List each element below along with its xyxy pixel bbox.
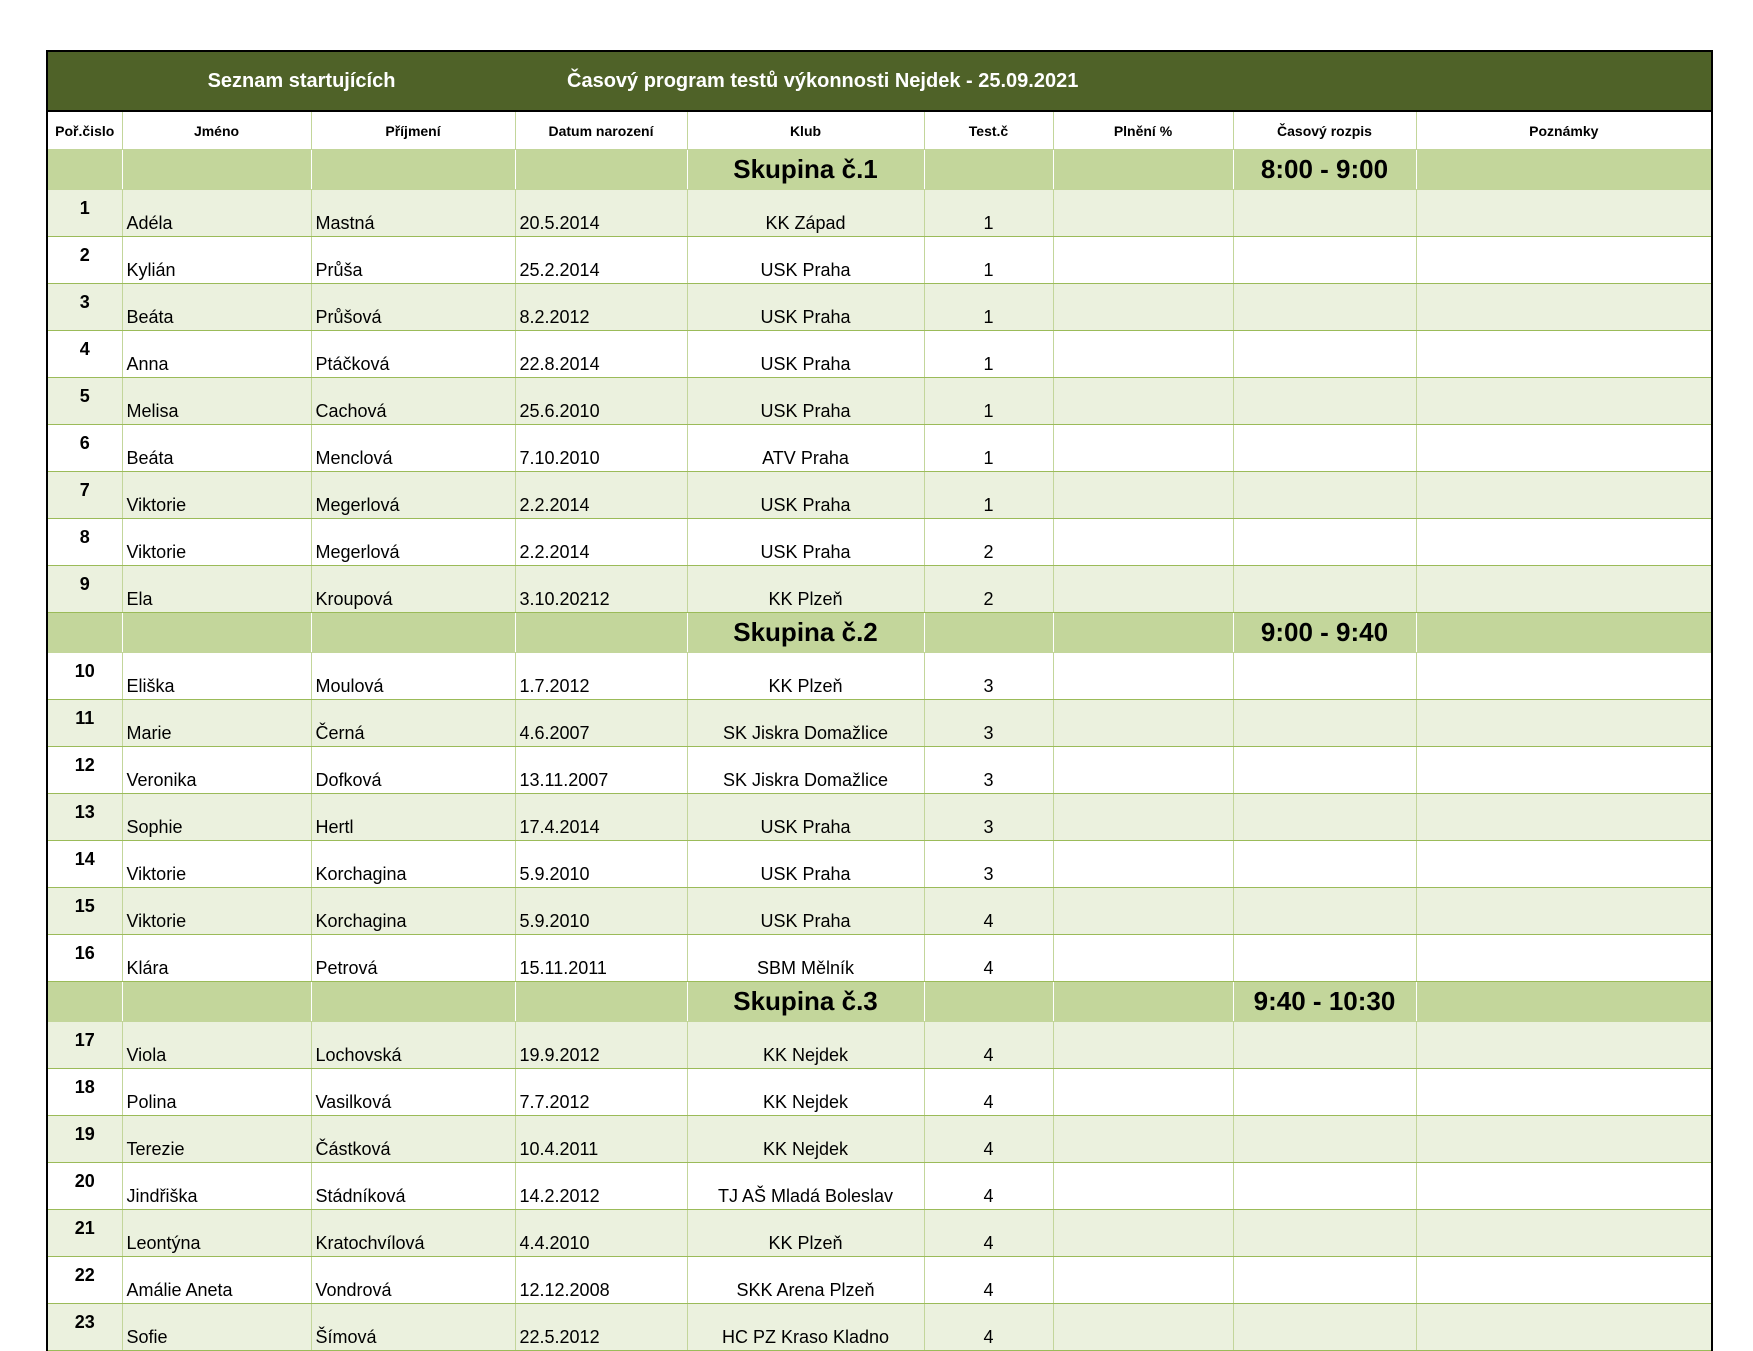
order-number: 20 <box>47 1163 122 1210</box>
last-name: Moulová <box>311 653 515 700</box>
col-header-fulfillment: Plnění % <box>1053 111 1233 150</box>
table-row <box>47 1257 1712 1304</box>
group-empty-cell <box>515 613 687 653</box>
schedule-cell[interactable] <box>1233 1304 1416 1351</box>
notes-cell[interactable] <box>1416 888 1712 935</box>
table-row <box>47 1163 1712 1210</box>
test-number: 1 <box>924 237 1053 284</box>
schedule-cell[interactable] <box>1233 1116 1416 1163</box>
group-empty-cell <box>47 150 122 190</box>
last-name: Kroupová <box>311 566 515 613</box>
birth-date: 25.2.2014 <box>515 237 687 284</box>
test-number: 4 <box>924 1210 1053 1257</box>
first-name: Terezie <box>122 1116 311 1163</box>
club: SKK Arena Plzeň <box>687 1257 924 1304</box>
notes-cell[interactable] <box>1416 1257 1712 1304</box>
notes-cell[interactable] <box>1416 1163 1712 1210</box>
group-header-row <box>47 982 1712 1022</box>
col-header-order: Poř.čislo <box>47 111 122 150</box>
table-row <box>47 1304 1712 1351</box>
test-number: 3 <box>924 747 1053 794</box>
last-name: Průšová <box>311 284 515 331</box>
title-bar <box>47 51 1712 111</box>
fulfillment-cell[interactable] <box>1053 1304 1233 1351</box>
club: USK Praha <box>687 284 924 331</box>
last-name: Vondrová <box>311 1257 515 1304</box>
fulfillment-cell[interactable] <box>1053 1116 1233 1163</box>
notes-cell[interactable] <box>1416 1210 1712 1257</box>
notes-cell[interactable] <box>1416 237 1712 284</box>
notes-cell[interactable] <box>1416 700 1712 747</box>
birth-date: 2.2.2014 <box>515 472 687 519</box>
group-name: Skupina č.1 <box>687 150 924 190</box>
notes-cell[interactable] <box>1416 190 1712 237</box>
birth-date: 5.9.2010 <box>515 841 687 888</box>
test-number: 1 <box>924 284 1053 331</box>
club: KK Plzeň <box>687 566 924 613</box>
table-row <box>47 284 1712 331</box>
notes-cell[interactable] <box>1416 1069 1712 1116</box>
table-row <box>47 1210 1712 1257</box>
test-number: 3 <box>924 841 1053 888</box>
order-number: 23 <box>47 1304 122 1351</box>
fulfillment-cell[interactable] <box>1053 566 1233 613</box>
first-name: Viktorie <box>122 519 311 566</box>
club: USK Praha <box>687 841 924 888</box>
table-row <box>47 425 1712 472</box>
notes-cell[interactable] <box>1416 841 1712 888</box>
schedule-cell[interactable] <box>1233 935 1416 982</box>
first-name: Amálie Aneta <box>122 1257 311 1304</box>
schedule-cell[interactable] <box>1233 653 1416 700</box>
birth-date: 2.2.2014 <box>515 519 687 566</box>
list-title: Seznam startujících <box>47 51 515 111</box>
test-number: 4 <box>924 888 1053 935</box>
first-name: Beáta <box>122 425 311 472</box>
birth-date: 3.10.20212 <box>515 566 687 613</box>
first-name: Melisa <box>122 378 311 425</box>
col-header-first-name: Jméno <box>122 111 311 150</box>
group-empty-cell <box>311 613 515 653</box>
group-empty-cell <box>1053 613 1233 653</box>
order-number: 2 <box>47 237 122 284</box>
col-header-notes: Poznámky <box>1416 111 1712 150</box>
schedule-cell[interactable] <box>1233 700 1416 747</box>
group-empty-cell <box>311 982 515 1022</box>
table-row <box>47 1069 1712 1116</box>
last-name: Korchagina <box>311 841 515 888</box>
test-number: 3 <box>924 653 1053 700</box>
table-row <box>47 888 1712 935</box>
order-number: 19 <box>47 1116 122 1163</box>
notes-cell[interactable] <box>1416 331 1712 378</box>
schedule-cell[interactable] <box>1233 1257 1416 1304</box>
order-number: 21 <box>47 1210 122 1257</box>
first-name: Ela <box>122 566 311 613</box>
col-header-schedule: Časový rozpis <box>1233 111 1416 150</box>
first-name: Polina <box>122 1069 311 1116</box>
first-name: Sofie <box>122 1304 311 1351</box>
schedule-cell[interactable] <box>1233 1022 1416 1069</box>
group-empty-cell <box>1416 150 1712 190</box>
group-empty-cell <box>122 150 311 190</box>
group-header-row <box>47 613 1712 653</box>
club: SBM Mělník <box>687 935 924 982</box>
table-row <box>47 237 1712 284</box>
group-time: 8:00 - 9:00 <box>1233 150 1416 190</box>
first-name: Leontýna <box>122 1210 311 1257</box>
group-empty-cell <box>515 982 687 1022</box>
test-number: 4 <box>924 1022 1053 1069</box>
order-number: 18 <box>47 1069 122 1116</box>
fulfillment-cell[interactable] <box>1053 331 1233 378</box>
order-number: 12 <box>47 747 122 794</box>
group-empty-cell <box>1416 982 1712 1022</box>
last-name: Vasilková <box>311 1069 515 1116</box>
table-row <box>47 331 1712 378</box>
test-number: 1 <box>924 190 1053 237</box>
fulfillment-cell[interactable] <box>1053 700 1233 747</box>
birth-date: 1.7.2012 <box>515 653 687 700</box>
test-number: 1 <box>924 472 1053 519</box>
birth-date: 25.6.2010 <box>515 378 687 425</box>
fulfillment-cell[interactable] <box>1053 888 1233 935</box>
group-empty-cell <box>311 150 515 190</box>
group-empty-cell <box>47 613 122 653</box>
table-row <box>47 519 1712 566</box>
birth-date: 4.6.2007 <box>515 700 687 747</box>
birth-date: 8.2.2012 <box>515 284 687 331</box>
group-time: 9:40 - 10:30 <box>1233 982 1416 1022</box>
schedule-cell[interactable] <box>1233 519 1416 566</box>
group-empty-cell <box>924 150 1053 190</box>
fulfillment-cell[interactable] <box>1053 1257 1233 1304</box>
birth-date: 17.4.2014 <box>515 794 687 841</box>
club: SK Jiskra Domažlice <box>687 747 924 794</box>
notes-cell[interactable] <box>1416 794 1712 841</box>
first-name: Viktorie <box>122 472 311 519</box>
club: KK Plzeň <box>687 1210 924 1257</box>
last-name: Hertl <box>311 794 515 841</box>
birth-date: 22.8.2014 <box>515 331 687 378</box>
notes-cell[interactable] <box>1416 566 1712 613</box>
club: HC PZ Kraso Kladno <box>687 1304 924 1351</box>
notes-cell[interactable] <box>1416 378 1712 425</box>
club: SK Jiskra Domažlice <box>687 700 924 747</box>
first-name: Viola <box>122 1022 311 1069</box>
test-number: 1 <box>924 378 1053 425</box>
group-empty-cell <box>122 982 311 1022</box>
first-name: Kylián <box>122 237 311 284</box>
group-empty-cell <box>924 982 1053 1022</box>
last-name: Megerlová <box>311 519 515 566</box>
birth-date: 20.5.2014 <box>515 190 687 237</box>
schedule-cell[interactable] <box>1233 1069 1416 1116</box>
group-empty-cell <box>1053 982 1233 1022</box>
schedule-cell[interactable] <box>1233 1163 1416 1210</box>
schedule-cell[interactable] <box>1233 794 1416 841</box>
last-name: Korchagina <box>311 888 515 935</box>
fulfillment-cell[interactable] <box>1053 794 1233 841</box>
birth-date: 15.11.2011 <box>515 935 687 982</box>
birth-date: 22.5.2012 <box>515 1304 687 1351</box>
last-name: Kratochvílová <box>311 1210 515 1257</box>
club: ATV Praha <box>687 425 924 472</box>
group-empty-cell <box>515 150 687 190</box>
notes-cell[interactable] <box>1416 1022 1712 1069</box>
fulfillment-cell[interactable] <box>1053 1163 1233 1210</box>
order-number: 14 <box>47 841 122 888</box>
last-name: Lochovská <box>311 1022 515 1069</box>
club: KK Nejdek <box>687 1116 924 1163</box>
birth-date: 19.9.2012 <box>515 1022 687 1069</box>
notes-cell[interactable] <box>1416 1116 1712 1163</box>
table-row <box>47 378 1712 425</box>
table-row <box>47 747 1712 794</box>
club: USK Praha <box>687 331 924 378</box>
fulfillment-cell[interactable] <box>1053 841 1233 888</box>
schedule-cell[interactable] <box>1233 1210 1416 1257</box>
first-name: Anna <box>122 331 311 378</box>
last-name: Petrová <box>311 935 515 982</box>
schedule-cell[interactable] <box>1233 566 1416 613</box>
schedule-cell[interactable] <box>1233 284 1416 331</box>
group-empty-cell <box>122 613 311 653</box>
order-number: 17 <box>47 1022 122 1069</box>
col-header-club: Klub <box>687 111 924 150</box>
test-number: 4 <box>924 1116 1053 1163</box>
fulfillment-cell[interactable] <box>1053 935 1233 982</box>
table-row <box>47 653 1712 700</box>
order-number: 16 <box>47 935 122 982</box>
notes-cell[interactable] <box>1416 425 1712 472</box>
notes-cell[interactable] <box>1416 519 1712 566</box>
club: USK Praha <box>687 472 924 519</box>
test-number: 1 <box>924 425 1053 472</box>
birth-date: 5.9.2010 <box>515 888 687 935</box>
first-name: Sophie <box>122 794 311 841</box>
last-name: Cachová <box>311 378 515 425</box>
notes-cell[interactable] <box>1416 747 1712 794</box>
last-name: Mastná <box>311 190 515 237</box>
last-name: Megerlová <box>311 472 515 519</box>
order-number: 9 <box>47 566 122 613</box>
club: KK Nejdek <box>687 1069 924 1116</box>
club: USK Praha <box>687 519 924 566</box>
group-time: 9:00 - 9:40 <box>1233 613 1416 653</box>
last-name: Částková <box>311 1116 515 1163</box>
notes-cell[interactable] <box>1416 935 1712 982</box>
birth-date: 7.10.2010 <box>515 425 687 472</box>
birth-date: 10.4.2011 <box>515 1116 687 1163</box>
schedule-cell[interactable] <box>1233 888 1416 935</box>
schedule-cell[interactable] <box>1233 190 1416 237</box>
first-name: Marie <box>122 700 311 747</box>
col-header-last-name: Příjmení <box>311 111 515 150</box>
club: USK Praha <box>687 378 924 425</box>
order-number: 5 <box>47 378 122 425</box>
fulfillment-cell[interactable] <box>1053 1069 1233 1116</box>
fulfillment-cell[interactable] <box>1053 1210 1233 1257</box>
table-row <box>47 190 1712 237</box>
notes-cell[interactable] <box>1416 284 1712 331</box>
last-name: Průša <box>311 237 515 284</box>
start-list-table <box>46 50 1713 1351</box>
schedule-cell[interactable] <box>1233 841 1416 888</box>
schedule-cell[interactable] <box>1233 472 1416 519</box>
test-number: 2 <box>924 519 1053 566</box>
table-row <box>47 566 1712 613</box>
program-title: Časový program testů výkonnosti Nejdek - 25.09.2021 <box>515 51 1712 111</box>
order-number: 8 <box>47 519 122 566</box>
schedule-cell[interactable] <box>1233 378 1416 425</box>
club: KK Plzeň <box>687 653 924 700</box>
notes-cell[interactable] <box>1416 1304 1712 1351</box>
order-number: 6 <box>47 425 122 472</box>
notes-cell[interactable] <box>1416 653 1712 700</box>
birth-date: 14.2.2012 <box>515 1163 687 1210</box>
test-number: 3 <box>924 794 1053 841</box>
club: USK Praha <box>687 888 924 935</box>
fulfillment-cell[interactable] <box>1053 653 1233 700</box>
club: USK Praha <box>687 794 924 841</box>
group-name: Skupina č.3 <box>687 982 924 1022</box>
fulfillment-cell[interactable] <box>1053 425 1233 472</box>
table-row <box>47 1116 1712 1163</box>
fulfillment-cell[interactable] <box>1053 378 1233 425</box>
col-header-birth-date: Datum narození <box>515 111 687 150</box>
test-number: 4 <box>924 1304 1053 1351</box>
order-number: 10 <box>47 653 122 700</box>
test-number: 4 <box>924 1069 1053 1116</box>
table-row <box>47 472 1712 519</box>
first-name: Eliška <box>122 653 311 700</box>
fulfillment-cell[interactable] <box>1053 237 1233 284</box>
order-number: 11 <box>47 700 122 747</box>
first-name: Klára <box>122 935 311 982</box>
fulfillment-cell[interactable] <box>1053 472 1233 519</box>
schedule-cell[interactable] <box>1233 237 1416 284</box>
test-number: 3 <box>924 700 1053 747</box>
first-name: Viktorie <box>122 888 311 935</box>
club: USK Praha <box>687 237 924 284</box>
last-name: Ptáčková <box>311 331 515 378</box>
group-empty-cell <box>1416 613 1712 653</box>
first-name: Adéla <box>122 190 311 237</box>
table-row <box>47 1022 1712 1069</box>
group-header-row <box>47 150 1712 190</box>
last-name: Menclová <box>311 425 515 472</box>
table-row <box>47 794 1712 841</box>
test-number: 4 <box>924 935 1053 982</box>
schedule-cell[interactable] <box>1233 747 1416 794</box>
first-name: Jindřiška <box>122 1163 311 1210</box>
order-number: 3 <box>47 284 122 331</box>
birth-date: 7.7.2012 <box>515 1069 687 1116</box>
order-number: 22 <box>47 1257 122 1304</box>
fulfillment-cell[interactable] <box>1053 1022 1233 1069</box>
club: TJ AŠ Mladá Boleslav <box>687 1163 924 1210</box>
birth-date: 13.11.2007 <box>515 747 687 794</box>
fulfillment-cell[interactable] <box>1053 284 1233 331</box>
birth-date: 12.12.2008 <box>515 1257 687 1304</box>
last-name: Stádníková <box>311 1163 515 1210</box>
schedule-cell[interactable] <box>1233 331 1416 378</box>
order-number: 15 <box>47 888 122 935</box>
fulfillment-cell[interactable] <box>1053 519 1233 566</box>
test-number: 4 <box>924 1257 1053 1304</box>
birth-date: 4.4.2010 <box>515 1210 687 1257</box>
col-header-test: Test.č <box>924 111 1053 150</box>
last-name: Dofková <box>311 747 515 794</box>
table-row <box>47 841 1712 888</box>
group-empty-cell <box>1053 150 1233 190</box>
fulfillment-cell[interactable] <box>1053 747 1233 794</box>
start-list-sheet <box>46 50 1711 1351</box>
table-row <box>47 700 1712 747</box>
order-number: 4 <box>47 331 122 378</box>
first-name: Beáta <box>122 284 311 331</box>
test-number: 1 <box>924 331 1053 378</box>
order-number: 1 <box>47 190 122 237</box>
test-number: 4 <box>924 1163 1053 1210</box>
first-name: Viktorie <box>122 841 311 888</box>
club: KK Nejdek <box>687 1022 924 1069</box>
order-number: 7 <box>47 472 122 519</box>
last-name: Šímová <box>311 1304 515 1351</box>
order-number: 13 <box>47 794 122 841</box>
group-empty-cell <box>47 982 122 1022</box>
group-empty-cell <box>924 613 1053 653</box>
schedule-cell[interactable] <box>1233 425 1416 472</box>
first-name: Veronika <box>122 747 311 794</box>
table-row <box>47 935 1712 982</box>
fulfillment-cell[interactable] <box>1053 190 1233 237</box>
test-number: 2 <box>924 566 1053 613</box>
last-name: Černá <box>311 700 515 747</box>
column-header-row <box>47 111 1712 150</box>
notes-cell[interactable] <box>1416 472 1712 519</box>
group-name: Skupina č.2 <box>687 613 924 653</box>
club: KK Západ <box>687 190 924 237</box>
